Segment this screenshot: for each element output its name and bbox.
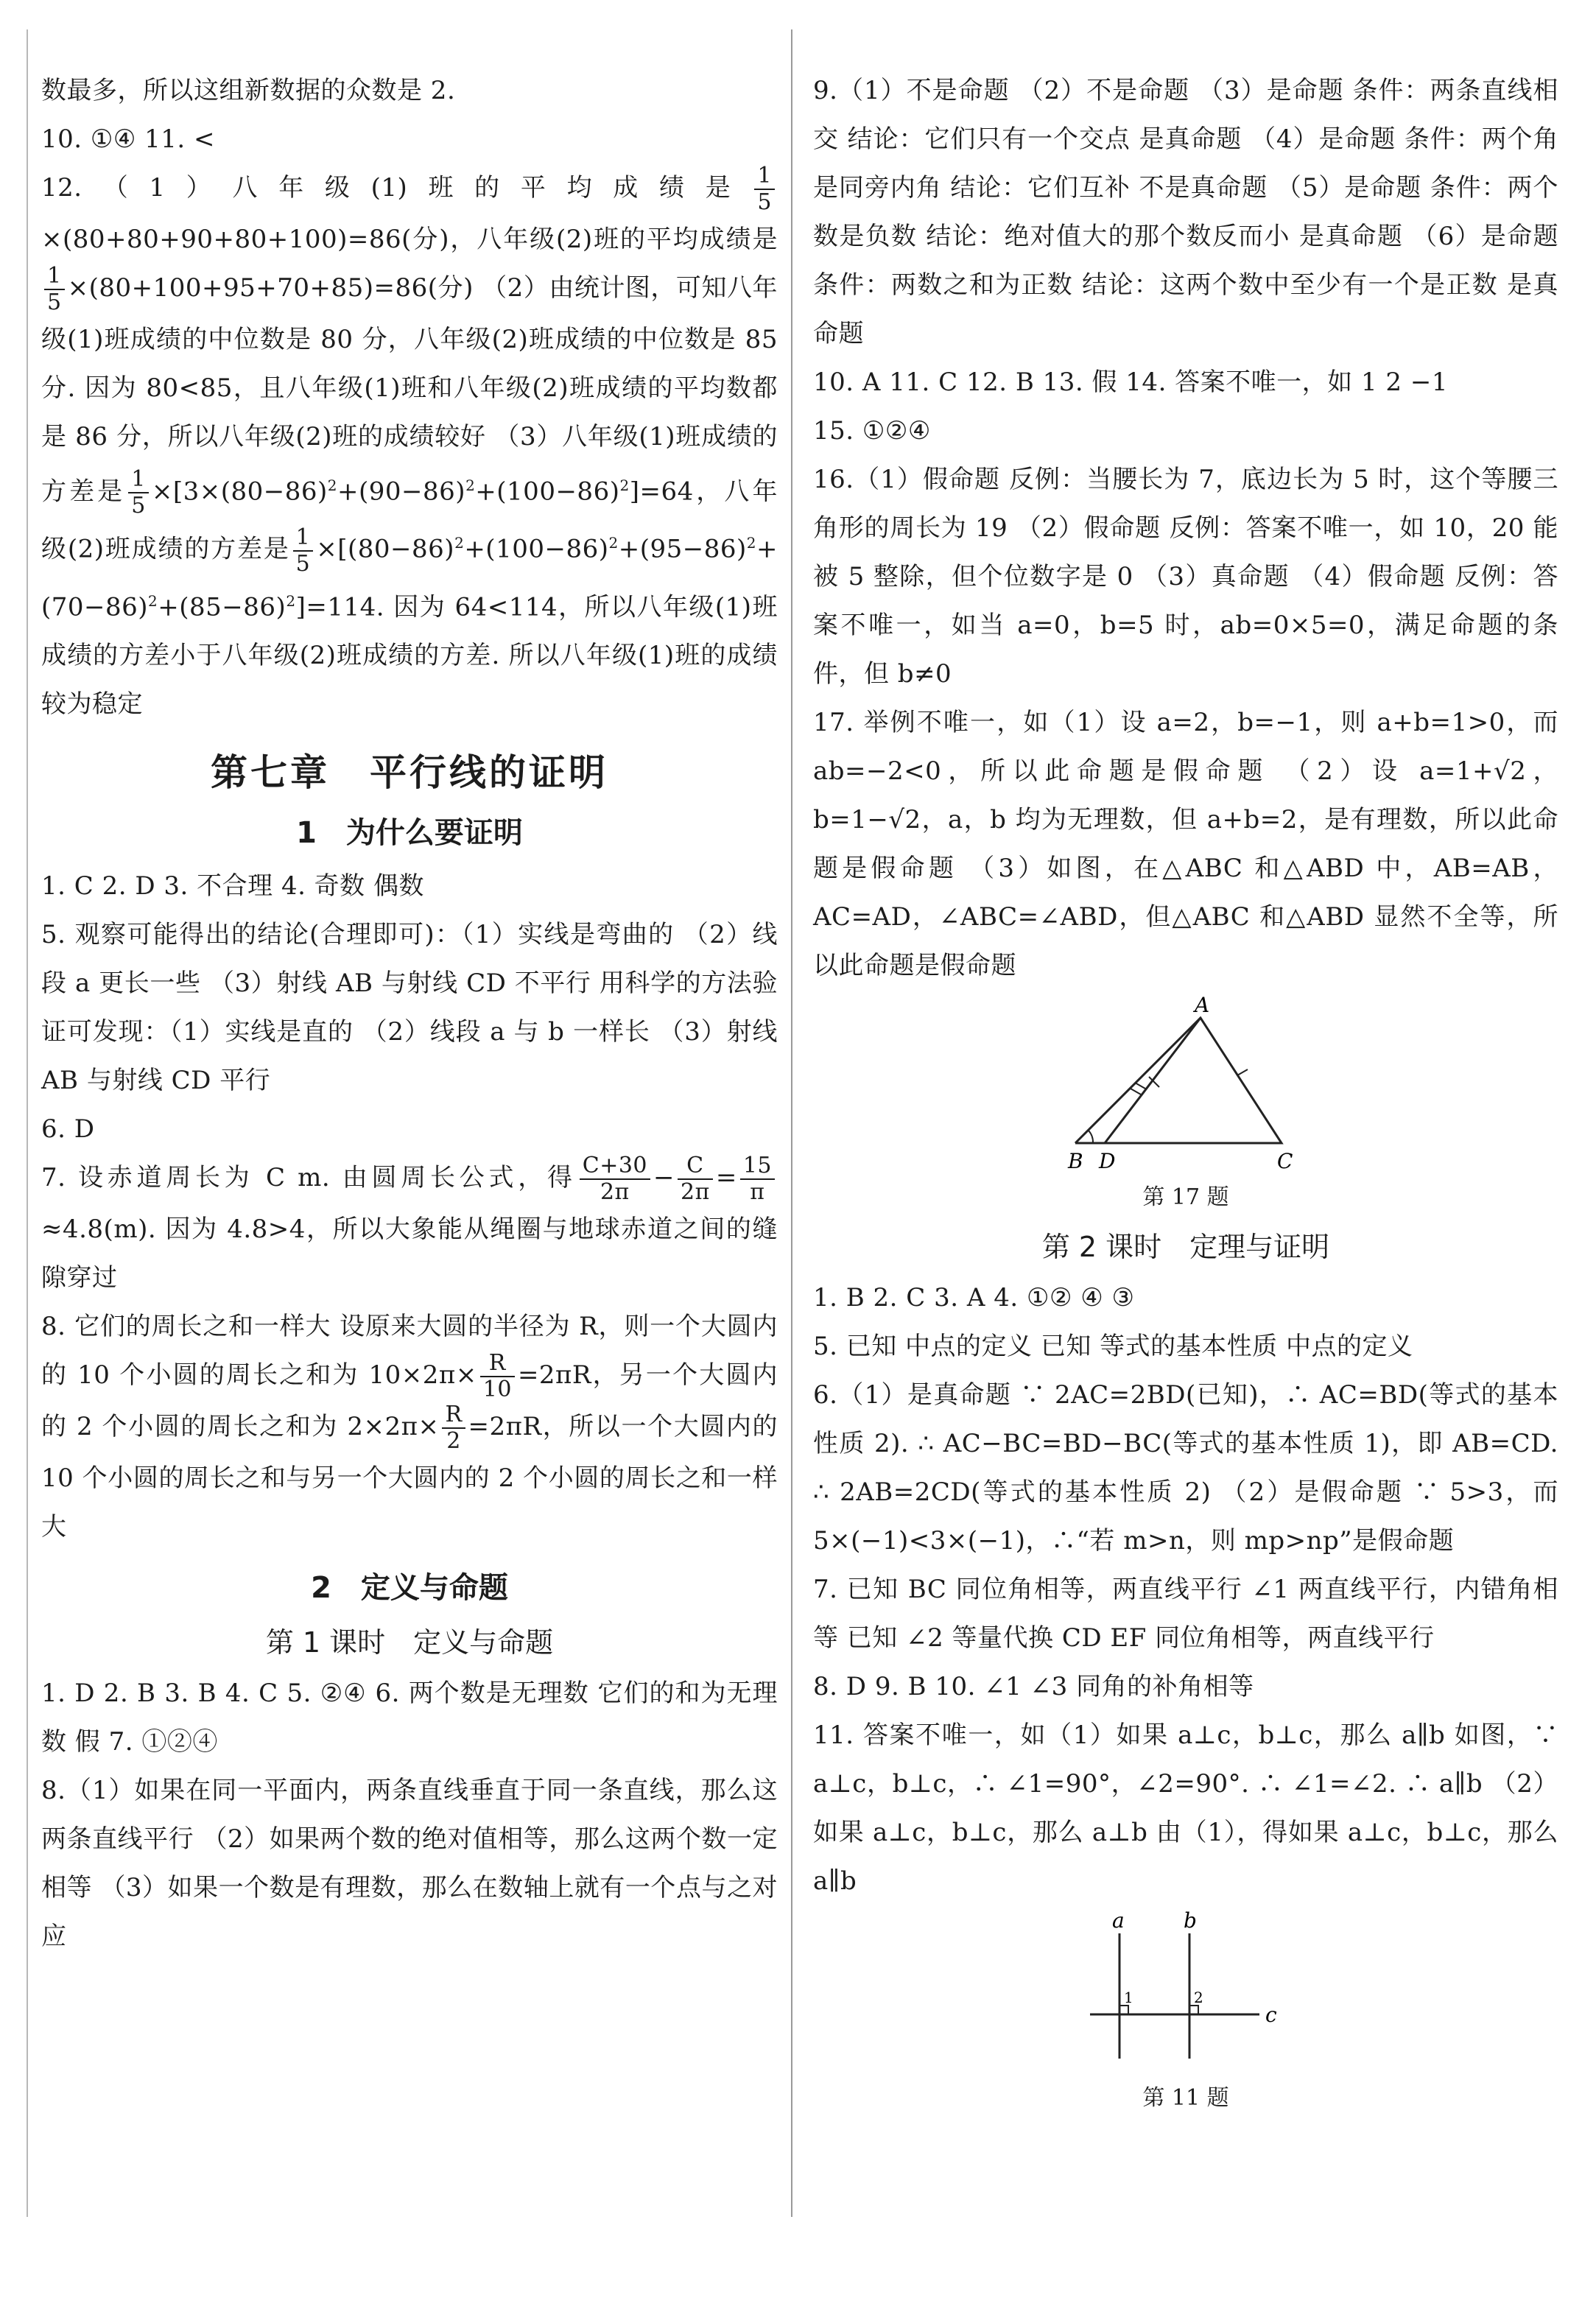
answer-7-lesson2: 7. 已知 BC 同位角相等，两直线平行 ∠1 两直线平行，内错角相等 已知 ∠2 等量代换 CD EF 同位角相等，两直线平行 [813,1575,1558,1653]
answer-8: 8. 它们的周长之和一样大 设原来大圆的半径为 R，则一个大圆内的 10 个小圆的周长之和为 10×2π× $\frac{R}{10}$ =2πR，另一个大圆内的 2 个小圆的周长之和为 2×2π× $\frac{R}{2}$ =2πR，所以一个大圆内的 10 个小圆的周长之和与另一个大圆内的 2 个小圆的周长之和一样大 [41,1311,778,1542]
answer-15: 15. ①②④ [813,416,931,446]
left-column [41,66,778,1961]
section-title-2: 2 定义与命题 [311,1570,508,1605]
answer-7: 7. 设赤道周长为 C m. 由圆周长公式，得 $\frac{C+30}{2\pi}$ − $\frac{C}{2\pi}$ = $\frac{15}{\pi}$ ≈4.8(m). 因为 4.8>4，所以大象能从绳圈与地球赤道之间的缝隙穿过 [41,1152,778,1293]
answer-6: 6. D [41,1114,95,1144]
triangle-abc [1075,1018,1282,1143]
label-c: c [1265,2003,1277,2027]
answer-17: 17. 举例不唯一，如（1）设 a=2，b=−1，则 a+b=1>0，而 ab=−2<0，所以此命题是假命题 （2）设 a=1+√2，b=1−√2，a，b 均为无理数，但 a+b=2，是有理数，所以此命题是假命题 （3）如图，在△ABC 和△ABD 中，AB=AB，AC=AD，∠ABC=∠ABD，但△ABC 和△ABD 显然不全等，所以此命题是假命题 [813,708,1558,980]
answer-1-4: 1. C 2. D 3. 不合理 4. 奇数 偶数 [41,871,424,901]
answer-text: 数最多，所以这组新数据的众数是 2. [41,76,456,105]
answer-6-lesson2: 6.（1）是真命题 ∵ 2AC=2BD(已知)，∴ AC=BD(等式的基本性质 2). ∴ AC−BC=BD−BC(等式的基本性质 1)，即 AB=CD. ∴ 2AB=2CD(等式的基本性质 2) （2）是假命题 ∵ 5>3，而 5×(−1)<3×(−1)，∴“若 m>n，则 mp>np”是假命题 [813,1380,1558,1556]
triangle-diagram [1031,996,1340,1180]
answer-10-14: 10. A 11. C 12. B 13. 假 14. 答案不唯一，如 1 2 −1 [813,368,1448,397]
label-1: 1 [1124,1989,1133,2006]
chapter-title: 第七章 平行线的证明 [211,751,608,794]
tick-mark [1237,1069,1248,1075]
tick-mark [1131,1089,1141,1094]
answer-1-7: 1. D 2. B 3. B 4. C 5. ②④ 6. 两个数是无理数 它们的和为无理数 假 7. ①②④ [41,1678,778,1757]
perpendicular-lines-diagram [1075,1911,1296,2081]
column-divider [791,29,792,2217]
figure-17 [813,996,1558,1211]
answer-5: 5. 观察可能得出的结论(合理即可)：（1）实线是弯曲的 （2）线段 a 更长一些 （3）射线 AB 与射线 CD 不平行 用科学的方法验证可发现：（1）实线是直的 （2）线段 a 与 b 一样长 （3）射线 AB 与射线 CD 平行 [41,919,778,1095]
label-a: A [1195,996,1210,1017]
figure-11-caption: 第 11 题 [1142,2085,1229,2111]
tick-mark [1135,1083,1145,1089]
section-title-1: 1 为什么要证明 [296,815,523,850]
lesson-title-2: 第 2 课时 定理与证明 [1041,1231,1330,1263]
answer-8-10-lesson2: 8. D 9. B 10. ∠1 ∠3 同角的补角相等 [813,1672,1254,1701]
label-a: a [1112,1911,1125,1933]
answer-12: 12.（1）八年级(1)班的平均成绩是 $\frac{1}{5}$ ×(80+80+90+80+100)=86(分)，八年级(2)班的平均成绩是 $\frac{1}{5}$ ×(80+100+95+70+85)=86(分) （2）由统计图，可知八年级(1)班成绩的中位数是 80 分，八年级(2)班成绩的中位数是 85 分. 因为 80<85，且八年级(1)班和八年级(2)班成绩的平均数都是 86 分，所以八年级(2)班的成绩较好 （3）八年级(1)班成绩的方差是 $\frac{1}{5}$ $\times[3\times(80-86)^2+(90-86)^2+(100-86)^2]=64$，八年级(2)班成绩的方差是 $\frac{1}{5}$ $\times[(80-86)^2+(100-86)^2+(95-86)^2+(70-86)^2+(85-86)^2]=114$. 因为 64<114，所以八年级(1)班成绩的方差小于八年级(2)班成绩的方差. 所以八年级(1)班的成绩较为稳定 [41,163,778,719]
label-d: D [1099,1149,1116,1173]
lesson-title-1: 第 1 课时 定义与命题 [265,1626,554,1659]
angle-mark [1089,1131,1093,1143]
answer-10-11: 10. ①④ 11. < [41,124,216,154]
figure-11 [813,1911,1558,2112]
answer-16: 16.（1）假命题 反例：当腰长为 7，底边长为 5 时，这个等腰三角形的周长为 19 （2）假命题 反例：答案不唯一，如 10，20 能被 5 整除，但个位数字是 0 （3）真命题 （4）假命题 反例：答案不唯一，如当 a=0，b=5 时，ab=0×5=0，满足命题的条件，但 b≠0 [813,465,1558,689]
page-edge [27,29,28,2217]
right-angle-mark [1119,2006,1128,2014]
figure-17-caption: 第 17 题 [1142,1184,1229,1210]
label-c: C [1277,1149,1293,1173]
right-angle-mark [1189,2006,1198,2014]
label-b: b [1184,1911,1197,1933]
answer-5-lesson2: 5. 已知 中点的定义 已知 等式的基本性质 中点的定义 [813,1332,1413,1361]
answer-8-propositions: 8.（1）如果在同一平面内，两条直线垂直于同一条直线，那么这两条直线平行 （2）如果两个数的绝对值相等，那么这两个数一定相等 （3）如果一个数是有理数，那么在数轴上就有一个点与之对应 [41,1775,778,1951]
answer-11-lesson2: 11. 答案不唯一，如（1）如果 a⊥c，b⊥c，那么 a∥b 如图，∵ a⊥c，b⊥c，∴ ∠1=90°，∠2=90°. ∴ ∠1=∠2. ∴ a∥b （2）如果 a⊥c，b⊥c，那么 a⊥b 由（1），得如果 a⊥c，b⊥c，那么 a∥b [813,1721,1558,1896]
answer-1-4-lesson2: 1. B 2. C 3. A 4. ①② ④ ③ [813,1283,1135,1312]
label-2: 2 [1194,1989,1203,2006]
answer-9: 9.（1）不是命题 （2）不是命题 （3）是命题 条件：两条直线相交 结论：它们只有一个交点 是真命题 （4）是命题 条件：两个角是同旁内角 结论：它们互补 不是真命题 （5）是命题 条件：两个数是负数 结论：绝对值大的那个数反而小 是真命题 （6）是命题 条件：两数之和为正数 结论：这两个数中至少有一个是正数 是真命题 [813,76,1558,348]
right-column [813,66,1558,2118]
label-b: B [1068,1149,1083,1173]
